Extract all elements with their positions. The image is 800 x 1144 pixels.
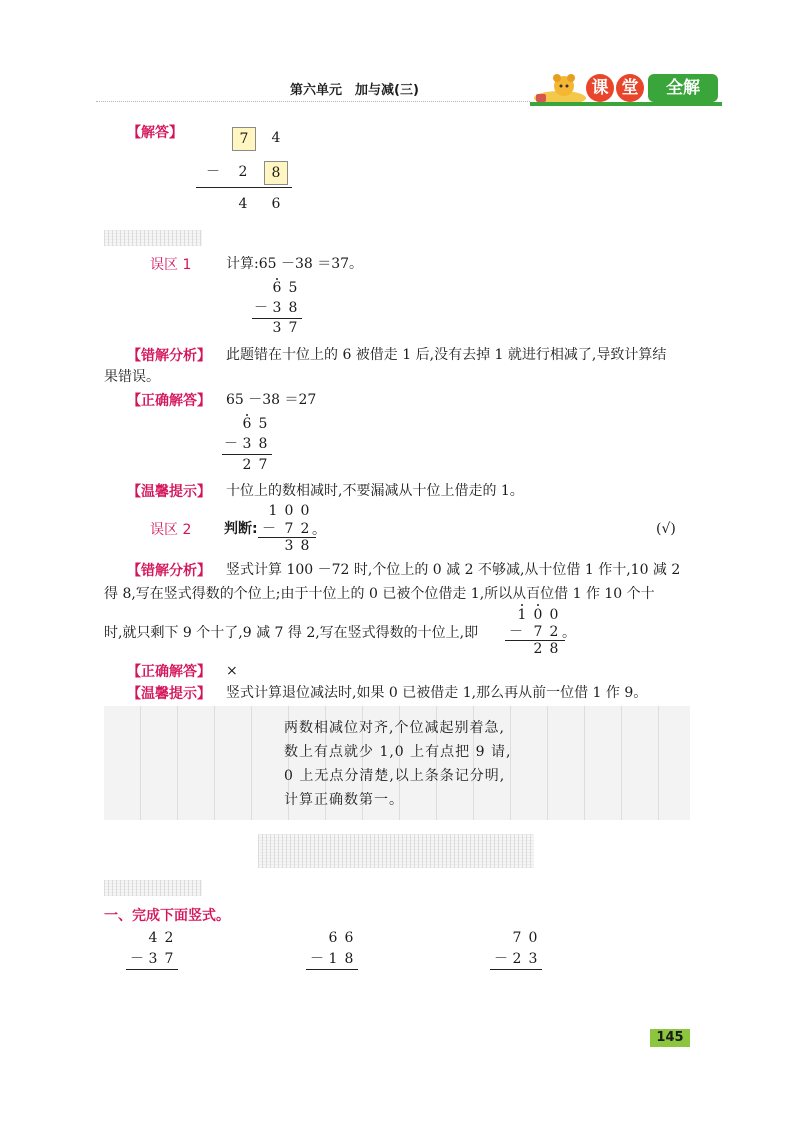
page-number: 145	[650, 1029, 690, 1047]
e2-judge-label: 判断:	[224, 521, 258, 537]
e1-correct-text: 65 －38 ＝27	[226, 392, 317, 408]
p1-bottom-ones: 7	[164, 951, 174, 967]
e2-top-hundreds: 1	[268, 503, 278, 519]
e1-analysis-line1: 此题错在十位上的 6 被借走 1 后,没有去掉 1 就进行相减了,导致计算结	[226, 347, 667, 363]
section-banner	[104, 230, 202, 246]
mnemonic-line-1: 两数相减位对齐,个位减起别着急,	[284, 720, 505, 736]
logo-char-tang: 堂	[616, 74, 644, 102]
error1-statement: 计算:65 －38 ＝37。	[226, 256, 364, 272]
e2i-top-hundreds: 1	[517, 607, 527, 623]
logo-underline	[530, 102, 722, 106]
p3-top-tens: 7	[512, 930, 522, 946]
e1c-result-tens: 2	[242, 457, 252, 473]
p1-top-tens: 4	[148, 930, 158, 946]
e2-top-tens: 0	[284, 503, 294, 519]
e1-result-tens: 3	[272, 320, 282, 336]
answer-bottom-tens: 2	[238, 164, 248, 180]
e1c-top-ones: 5	[258, 416, 268, 432]
e2i-minus: －	[509, 624, 523, 640]
p3-minus: －	[494, 951, 508, 967]
header-divider	[96, 101, 530, 102]
e1-bottom-tens: 3	[272, 300, 282, 316]
e2-bottom-tens: 7	[284, 521, 294, 537]
p1-minus: －	[130, 951, 144, 967]
e2-minus: －	[262, 521, 276, 537]
e2-top-ones: 0	[300, 503, 310, 519]
practice-banner	[258, 834, 534, 868]
e1-tip-label: 【温馨提示】	[127, 484, 211, 500]
e2-period: 。	[312, 522, 326, 538]
borrow-dot	[537, 604, 539, 606]
error-zone-1: 误区 1	[150, 257, 192, 273]
p2-bottom-tens: 1	[328, 951, 338, 967]
e2-bottom-ones: 2	[300, 521, 310, 537]
answer-box-top: 7	[232, 127, 256, 151]
e1-analysis-label: 【错解分析】	[127, 348, 211, 364]
e2-analysis-label: 【错解分析】	[127, 563, 211, 579]
borrow-dot	[276, 278, 278, 280]
answer-result-tens: 4	[238, 196, 248, 212]
p3-bottom-ones: 3	[528, 951, 538, 967]
p2-rule	[306, 969, 358, 970]
e1c-bottom-ones: 8	[258, 436, 268, 452]
mnemonic-box	[104, 706, 690, 820]
e2-tip-text: 竖式计算退位减法时,如果 0 已被借走 1,那么再从前一位借 1 作 9。	[226, 685, 648, 701]
logo	[530, 70, 722, 106]
e2i-result-ones: 8	[549, 641, 559, 657]
e2i-top-ones: 0	[549, 607, 559, 623]
exercise-title: 一、完成下面竖式。	[104, 908, 230, 924]
e2i-period: 。	[562, 625, 576, 641]
section-banner	[104, 880, 202, 896]
e1c-minus: －	[224, 436, 238, 452]
logo-char-quanjie: 全解	[648, 74, 718, 102]
e2-analysis-line3: 时,就只剩下 9 个十了,9 减 7 得 2,写在竖式得数的十位上,即	[104, 625, 479, 641]
borrow-dot	[521, 604, 523, 606]
e2i-result-tens: 2	[533, 641, 543, 657]
e2-judge-mark: (√)	[656, 521, 676, 537]
answer-result-ones: 6	[271, 196, 281, 212]
e2-analysis-line2: 得 8,写在竖式得数的个位上;由于十位上的 0 已被个位借走 1,所以从百位借 1 作 10 个十	[104, 586, 655, 602]
e2-result-ones: 8	[300, 538, 310, 554]
mnemonic-line-2: 数上有点就少 1,0 上有点把 9 请,	[284, 744, 512, 760]
answer-rule	[196, 187, 292, 188]
e1-tip-text: 十位上的数相减时,不要漏减从十位上借走的 1。	[226, 483, 524, 499]
p2-top-ones: 6	[344, 930, 354, 946]
answer-top-ones: 4	[271, 130, 281, 146]
pooh-mascot-icon	[530, 70, 594, 106]
unit-title: 第六单元 加与减(三)	[290, 83, 419, 98]
e1c-top-tens: 6	[242, 416, 252, 432]
e1-correct-label: 【正确解答】	[127, 393, 211, 409]
p3-bottom-tens: 2	[512, 951, 522, 967]
e2i-bottom-tens: 7	[533, 624, 543, 640]
e2-correct-label: 【正确解答】	[127, 664, 211, 680]
p3-top-ones: 0	[528, 930, 538, 946]
p3-rule	[490, 969, 542, 970]
answer-box-bottom: 8	[264, 161, 288, 185]
e1c-result-ones: 7	[258, 457, 268, 473]
e2-analysis-line1: 竖式计算 100 －72 时,个位上的 0 减 2 不够减,从十位借 1 作十,10 减 2	[226, 562, 681, 578]
error-zone-2: 误区 2	[150, 522, 192, 538]
mnemonic-line-4: 计算正确数第一。	[284, 792, 404, 808]
e2-tip-label: 【温馨提示】	[127, 686, 211, 702]
e1-result-ones: 7	[288, 320, 298, 336]
e1-analysis-line2: 果错误。	[104, 369, 160, 385]
borrow-dot	[246, 414, 248, 416]
p2-minus: －	[310, 951, 324, 967]
p2-top-tens: 6	[328, 930, 338, 946]
logo-char-ke: 课	[586, 74, 614, 102]
p1-bottom-tens: 3	[148, 951, 158, 967]
mnemonic-line-3: 0 上无点分清楚,以上条条记分明,	[284, 768, 506, 784]
e2-result-tens: 3	[284, 538, 294, 554]
answer-minus: －	[206, 164, 220, 180]
e1-top-tens: 6	[272, 280, 282, 296]
e2i-top-tens: 0	[533, 607, 543, 623]
p1-top-ones: 2	[164, 930, 174, 946]
e1c-rule	[222, 454, 272, 455]
p2-bottom-ones: 8	[344, 951, 354, 967]
e1c-bottom-tens: 3	[242, 436, 252, 452]
e2i-bottom-ones: 2	[549, 624, 559, 640]
e2-correct-text: ×	[226, 663, 238, 679]
e1-top-ones: 5	[288, 280, 298, 296]
p1-rule	[126, 969, 178, 970]
e1-bottom-ones: 8	[288, 300, 298, 316]
e1-minus: －	[254, 300, 268, 316]
answer-label: 【解答】	[127, 125, 183, 141]
